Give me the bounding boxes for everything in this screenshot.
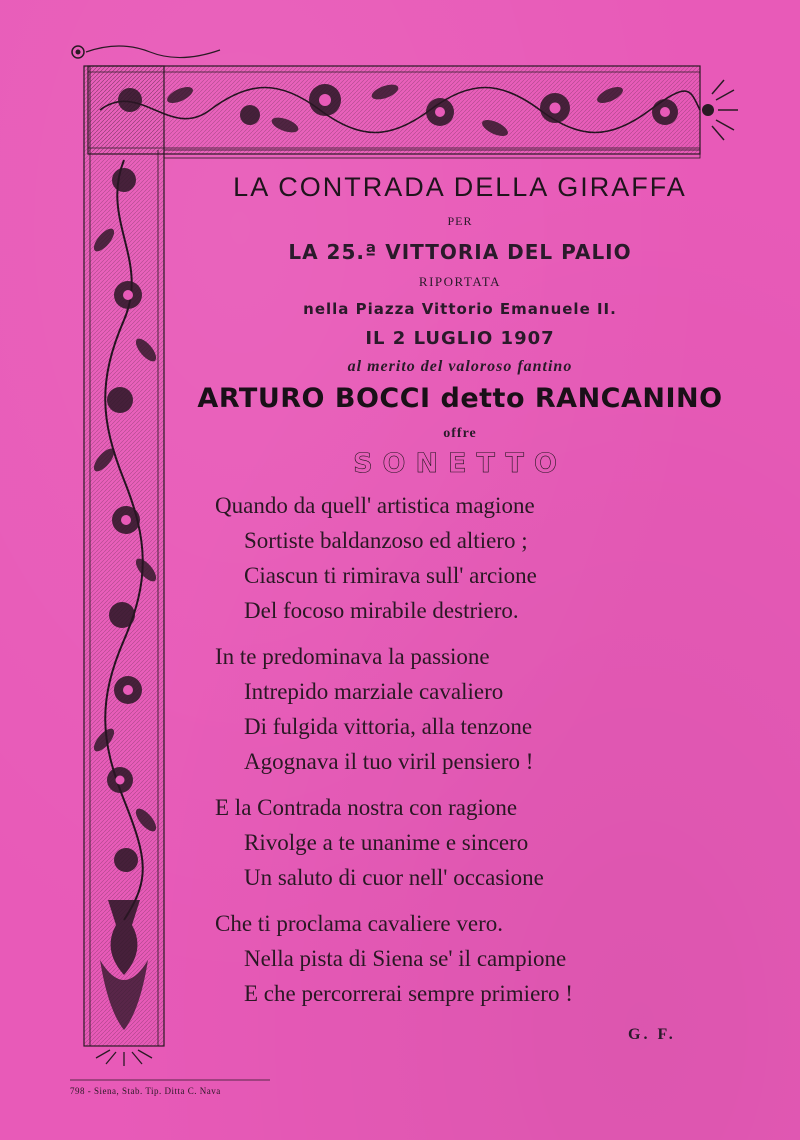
- poem-line: Rivolge a te unanime e sincero: [244, 830, 529, 855]
- heading-vittoria: LA 25.ª VITTORIA DEL PALIO: [288, 240, 632, 264]
- poem-line: Quando da quell' artistica magione: [215, 493, 535, 518]
- poem-line: Nella pista di Siena se' il campione: [244, 946, 567, 971]
- heading-riportata: RIPORTATA: [418, 274, 502, 289]
- stanza: [215, 790, 695, 895]
- poem-line: E la Contrada nostra con ragione: [215, 795, 518, 820]
- stanza: [215, 906, 695, 1011]
- heading-per: PER: [447, 214, 473, 228]
- poem-line: Intrepido marziale cavaliero: [244, 679, 504, 704]
- heading-piazza: nella Piazza Vittorio Emanuele II.: [303, 300, 617, 318]
- poem-line: In te predominava la passione: [215, 644, 490, 669]
- sonnet-body: [215, 488, 695, 1022]
- heading-offre: offre: [443, 426, 477, 441]
- poem-line: Di fulgida vittoria, alla tenzone: [244, 714, 533, 739]
- poem-line: Un saluto di cuor nell' occasione: [244, 865, 544, 890]
- poem-line: Agognava il tuo viril pensiero !: [244, 749, 534, 774]
- poem-line: Sortiste baldanzoso ed altiero ;: [244, 528, 528, 553]
- poem-line: E che percorrerai sempre primiero !: [244, 981, 573, 1006]
- heading-title: LA CONTRADA DELLA GIRAFFA: [233, 172, 687, 202]
- jockey-name: ARTURO BOCCI detto RANCANINO: [197, 383, 723, 414]
- author-initials: G. F.: [628, 1026, 676, 1043]
- sonetto-title: SONETTO: [353, 448, 567, 479]
- poem-line: Che ti proclama cavaliere vero.: [215, 911, 503, 936]
- stanza: [215, 639, 695, 779]
- poem-line: Del focoso mirabile destriero.: [244, 598, 519, 623]
- printer-imprint: 798 - Siena, Stab. Tip. Ditta C. Nava: [70, 1086, 221, 1096]
- heading-date: IL 2 LUGLIO 1907: [365, 328, 555, 349]
- heading-merito: al merito del valoroso fantino: [347, 358, 573, 375]
- poem-line: Ciascun ti rimirava sull' arcione: [244, 563, 537, 588]
- stanza: [215, 488, 695, 628]
